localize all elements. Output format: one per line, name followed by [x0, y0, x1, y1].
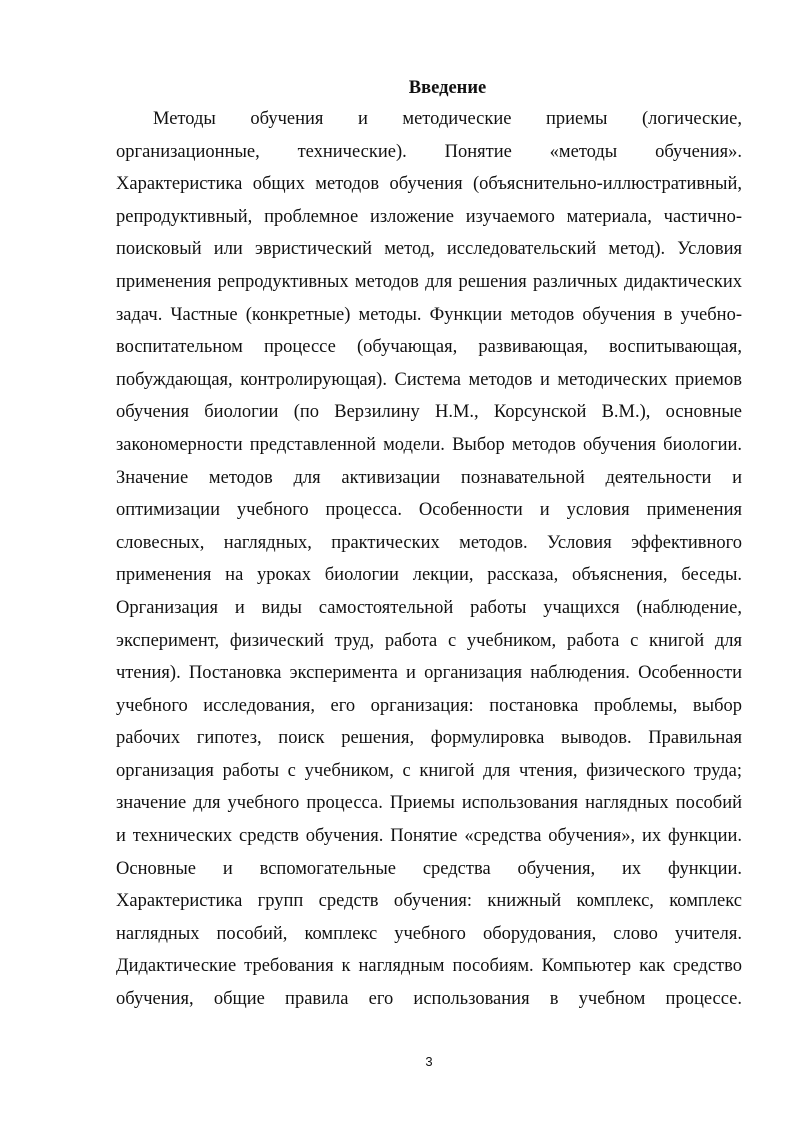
text-line: оптимизации учебного процесса. Особенности и условия применения	[116, 500, 742, 521]
text-line: задач. Частные (конкретные) методы. Функции методов обучения в учебно-	[116, 304, 742, 325]
text-line: значение для учебного процесса. Приемы использования наглядных пособий	[116, 793, 742, 814]
text-line: организационные, технические). Понятие «методы обучения».	[116, 141, 742, 162]
text-line: чтения). Постановка эксперимента и организация наблюдения. Особенности	[116, 663, 742, 684]
text-line: рабочих гипотез, поиск решения, формулировка выводов. Правильная	[116, 728, 742, 749]
text-line: организация работы с учебником, с книгой для чтения, физического труда;	[116, 760, 742, 781]
text-line: обучения, общие правила его использования в учебном процессе.	[116, 989, 742, 1010]
text-line: Дидактические требования к наглядным пособиям. Компьютер как средство	[116, 956, 742, 977]
text-line: воспитательном процессе (обучающая, развивающая, воспитывающая,	[116, 337, 742, 358]
text-line: применения на уроках биологии лекции, рассказа, объяснения, беседы.	[116, 565, 742, 586]
text-line: эксперимент, физический труд, работа с учебником, работа с книгой для	[116, 630, 742, 651]
text-line: побуждающая, контролирующая). Система методов и методических приемов	[116, 369, 742, 390]
text-line: Характеристика групп средств обучения: книжный комплекс, комплекс	[116, 891, 742, 912]
text-line: поисковый или эвристический метод, исследовательский метод). Условия	[116, 239, 742, 260]
text-line: Методы обучения и методические приемы (логические,	[153, 109, 742, 129]
text-line: и технических средств обучения. Понятие «средства обучения», их функции.	[116, 826, 742, 847]
text-line: Организация и виды самостоятельной работы учащихся (наблюдение,	[116, 597, 742, 618]
text-line: обучения биологии (по Верзилину Н.М., Корсунской В.М.), основные	[116, 402, 742, 423]
section-heading: Введение	[408, 78, 487, 98]
text-line: закономерности представленной модели. Выбор методов обучения биологии.	[116, 434, 742, 455]
text-line: учебного исследования, его организация: постановка проблемы, выбор	[116, 695, 742, 716]
text-line: Основные и вспомогательные средства обучения, их функции.	[116, 858, 742, 879]
text-line: наглядных пособий, комплекс учебного оборудования, слово учителя.	[116, 923, 742, 944]
text-line: Значение методов для активизации познавательной деятельности и	[116, 467, 742, 488]
text-line: Характеристика общих методов обучения (объяснительно-иллюстративный,	[116, 174, 742, 195]
body-text	[116, 103, 742, 1016]
text-line: репродуктивный, проблемное изложение изучаемого материала, частично-	[116, 206, 742, 227]
text-line: применения репродуктивных методов для решения различных дидактических	[116, 271, 742, 292]
page-number: 3	[425, 1054, 433, 1069]
text-line: словесных, наглядных, практических методов. Условия эффективного	[116, 532, 742, 553]
